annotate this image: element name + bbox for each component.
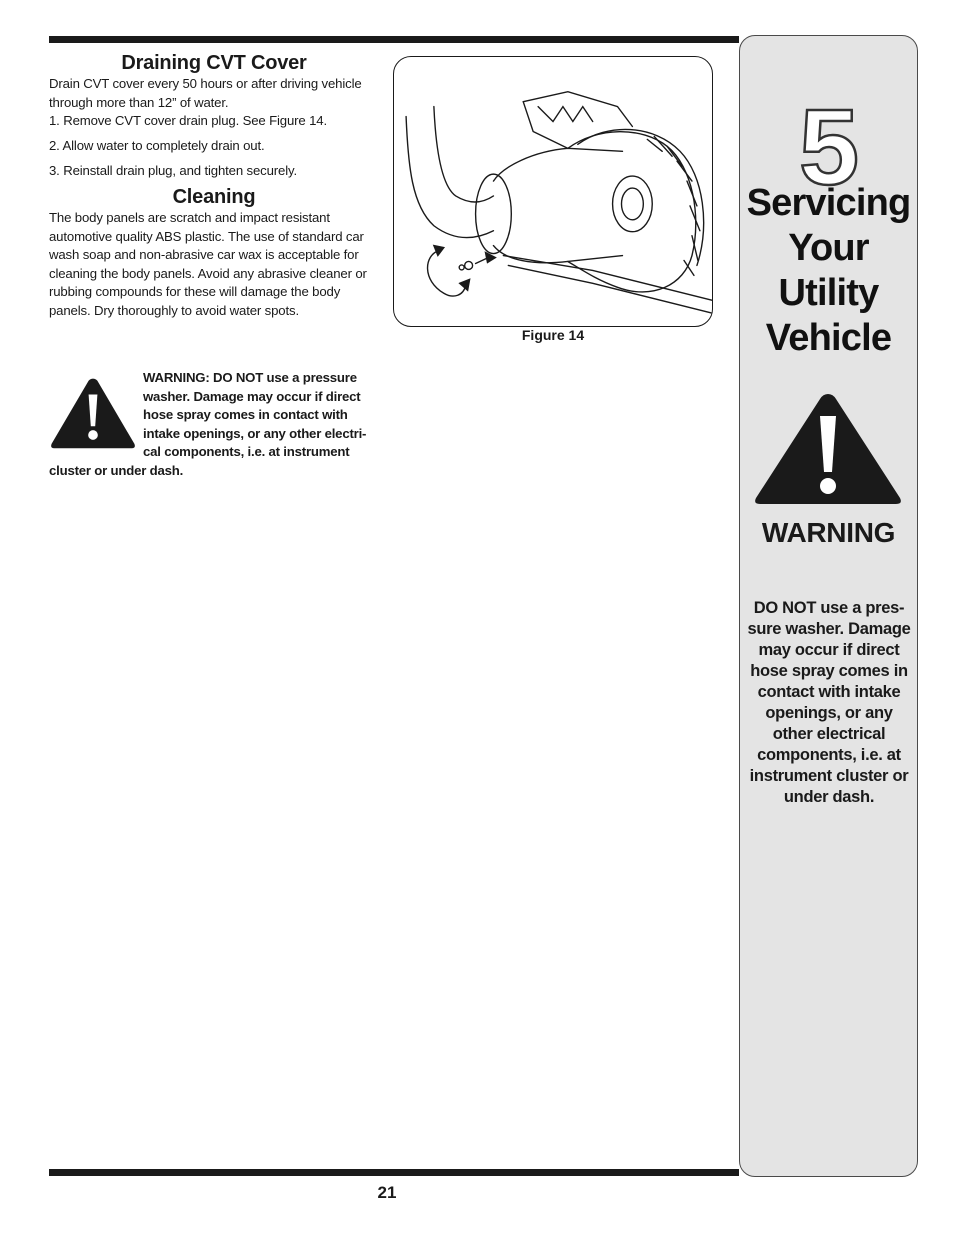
chapter-title-line: Your <box>788 227 869 269</box>
sidebar-warning-text: DO NOT use a pres-sure washer. Damage may occur if direct hose spray comes in contact with intake openings, or any other electrical components, i.e. at instrument cluster or under dash. <box>747 599 911 806</box>
svg-text:5: 5 <box>798 96 859 196</box>
cleaning-body: The body panels are scratch and impact resistant automotive quality ABS plastic. The use of standard car wash soap and non-abrasive car wax is acceptable for cleaning the body panels. Avoid any abrasive cleaner or rubbing compounds for these will damage the body panels. Dry thoroughly to avoid water spots. <box>49 210 367 318</box>
warning-triangle-icon <box>49 375 137 451</box>
draining-step: 1. Remove CVT cover drain plug. See Figure 14. <box>49 113 327 128</box>
page-number: 21 <box>377 1183 397 1202</box>
draining-step: 2. Allow water to completely drain out. <box>49 137 265 153</box>
warning-triangle-icon <box>753 392 903 507</box>
cleaning-heading: Cleaning <box>172 186 256 209</box>
chapter-title-line: Servicing <box>746 182 911 224</box>
bottom-rule <box>49 1169 739 1176</box>
cvt-cover-drawing <box>394 57 712 326</box>
sidebar-warning-label: WARNING <box>761 517 896 548</box>
figure-caption: Figure 14 <box>521 327 585 343</box>
chapter-sidebar <box>739 35 918 1177</box>
chapter-title-line: Utility <box>778 272 879 314</box>
chapter-title-line: Vehicle <box>765 317 892 359</box>
chapter-title <box>740 181 917 361</box>
draining-steps <box>49 112 379 180</box>
draining-intro: Drain CVT cover every 50 hours or after driving vehicle through more than 12” of water. <box>49 76 362 110</box>
warning-note-text: WARNING: DO NOT use a pressure washer. Damage may occur if direct hose spray comes in contact with intake openings, or any other electri-cal components, i.e. at instrument cluster or under dash. <box>49 370 367 478</box>
draining-step: 3. Reinstall drain plug, and tighten securely. <box>49 162 297 178</box>
left-column <box>49 52 379 320</box>
figure-14-illustration <box>393 56 713 327</box>
draining-heading: Draining CVT Cover <box>121 52 307 74</box>
top-rule <box>49 36 739 43</box>
warning-note <box>49 369 374 481</box>
